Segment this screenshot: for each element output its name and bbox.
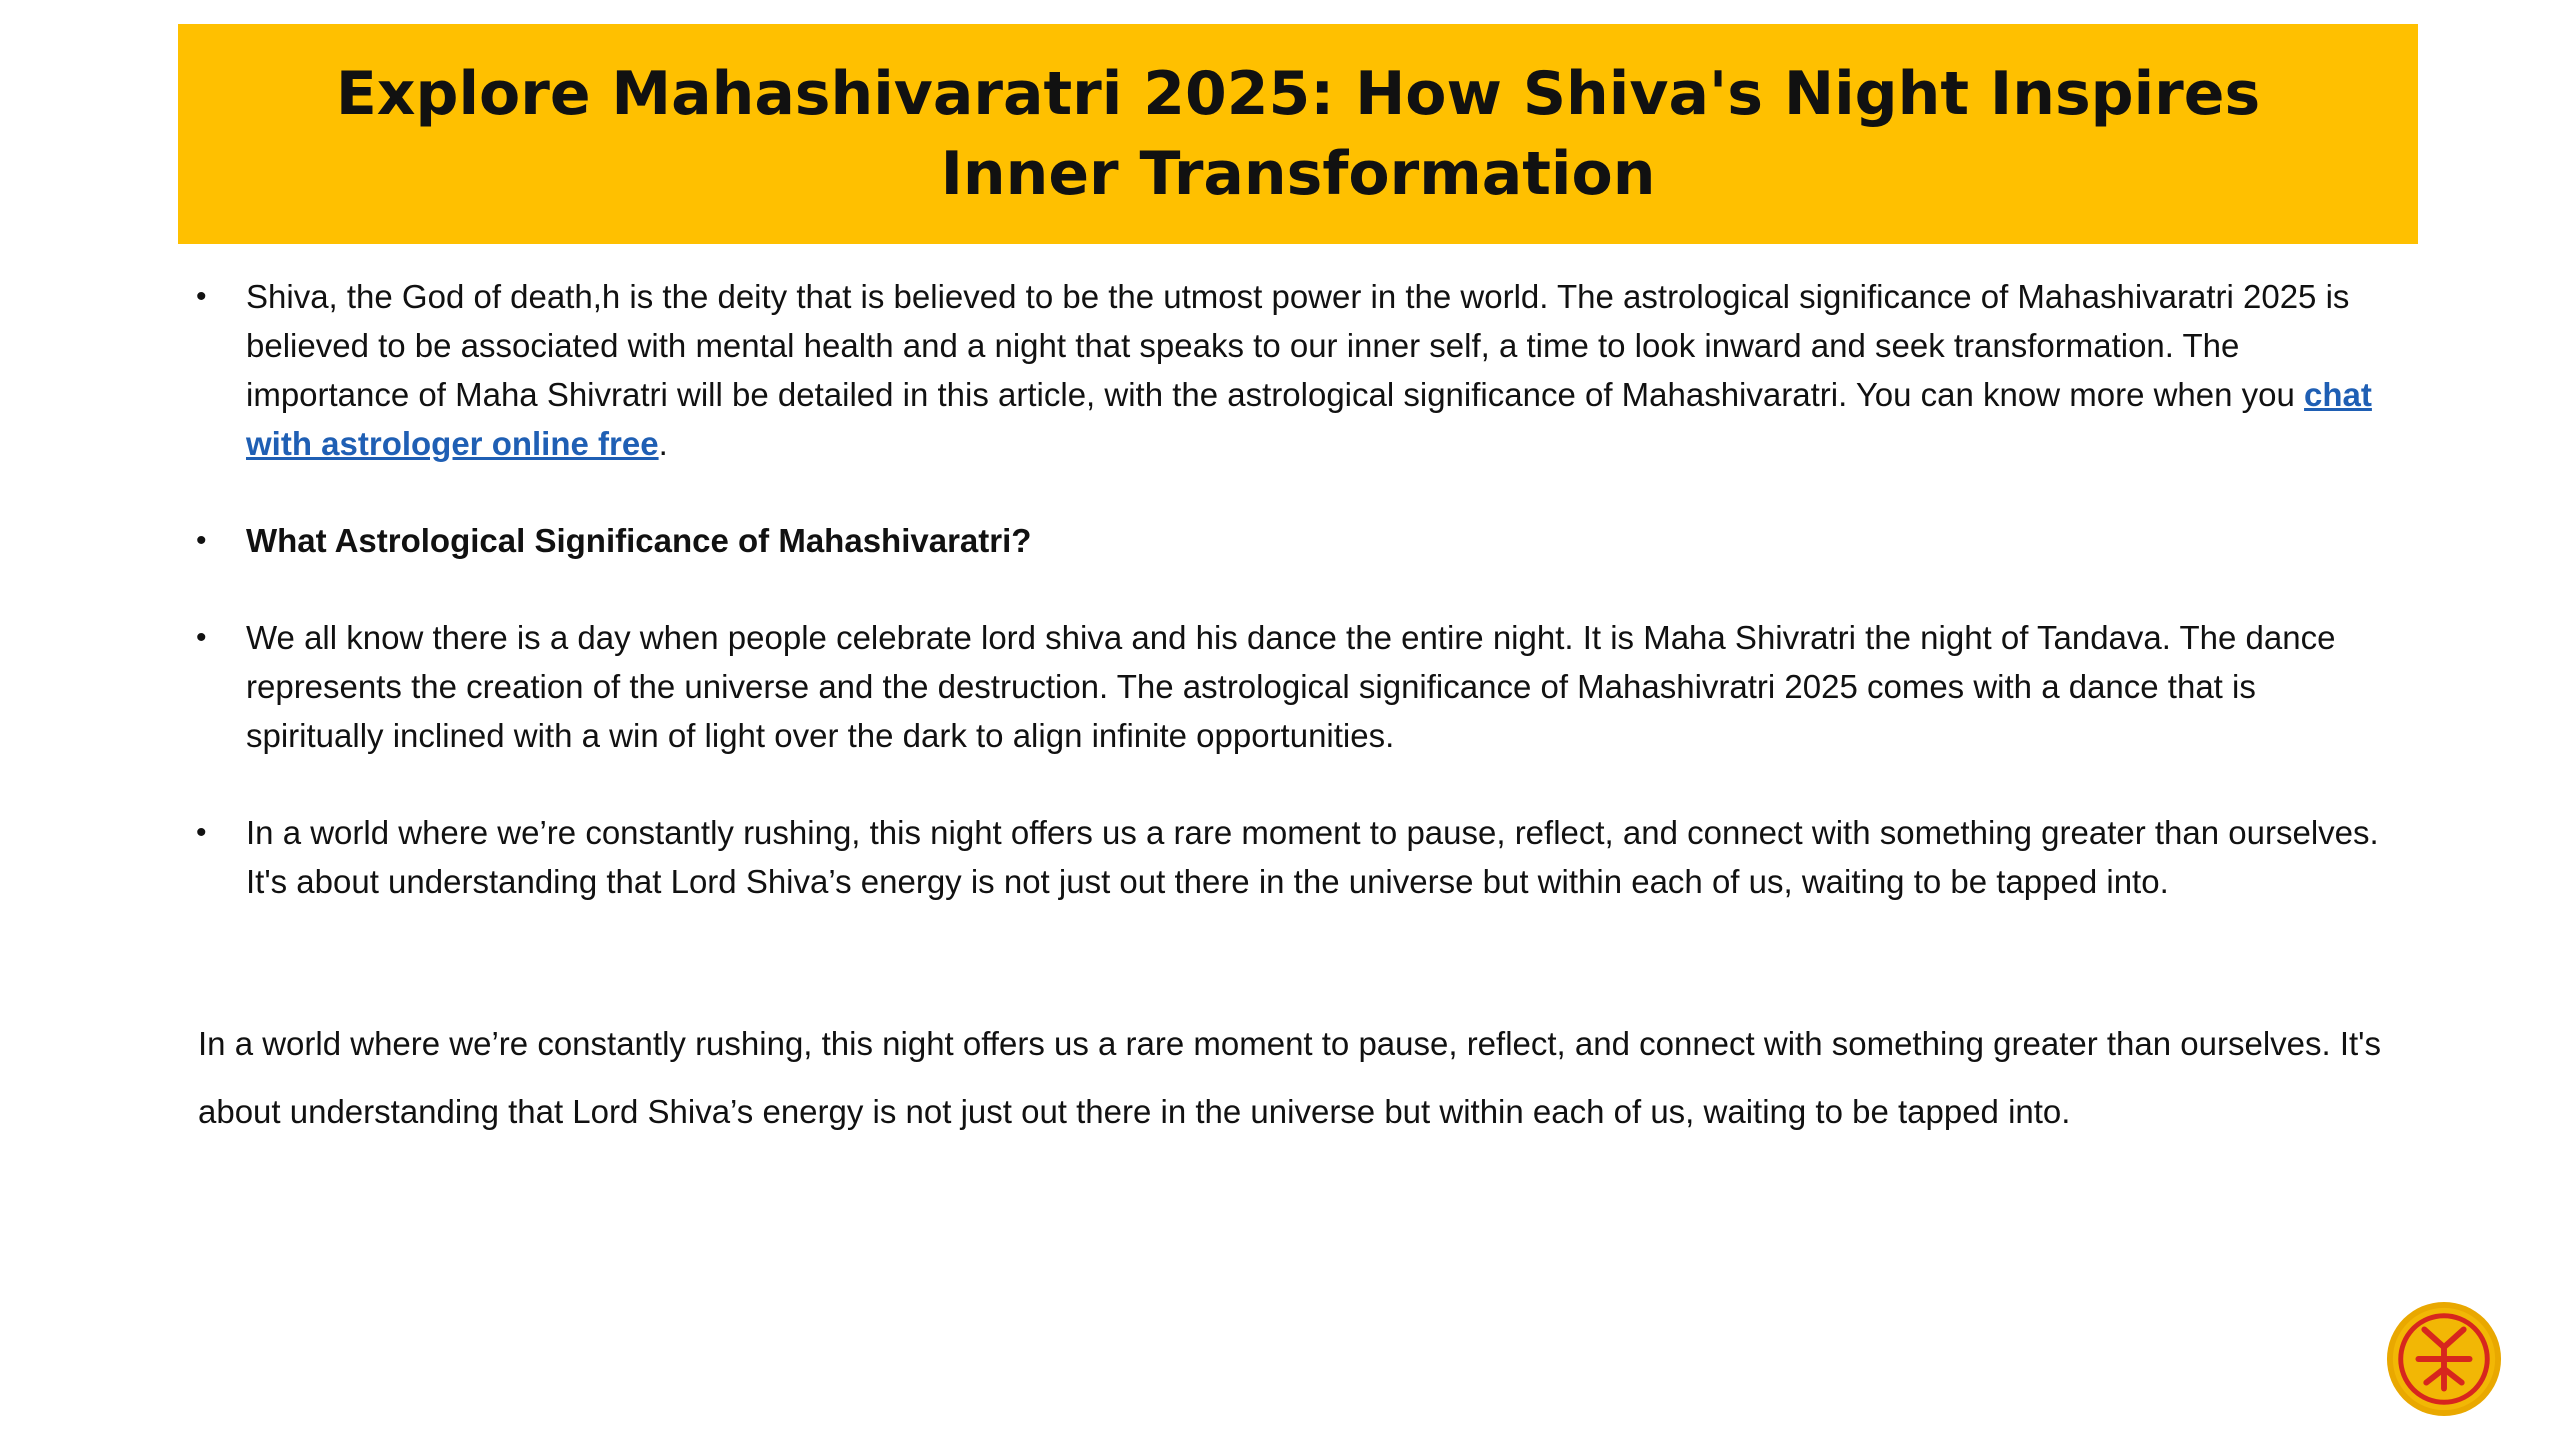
title-banner: [178, 24, 2418, 244]
closing-paragraph: In a world where we’re constantly rushing, this night offers us a rare moment to pause, reflect, and connect with something greater than ourselves. It's about understanding that Lord Shiva’s energy is not just out there in the universe but within each of us, waiting to be tapped into.: [198, 1025, 2381, 1130]
list-item-text: In a world where we’re constantly rushing, this night offers us a rare moment to pause, reflect, and connect with something greater than ourselves. It's about understanding that Lord Shiva’s energy is not just out there in the universe but within each of us, waiting to be tapped into.: [246, 814, 2379, 900]
bullet-icon: •: [196, 621, 207, 654]
list-item: [196, 808, 2392, 906]
bullet-icon: •: [196, 816, 207, 849]
brand-logo-icon: [2385, 1300, 2503, 1418]
section-heading: What Astrological Significance of Mahashivaratri?: [246, 522, 1032, 559]
list-item-text: We all know there is a day when people celebrate lord shiva and his dance the entire night. It is Maha Shivratri the night of Tandava. The dance represents the creation of the universe and the destruction. The astrological significance of Mahashivratri 2025 comes with a dance that is spiritually inclined with a win of light over the dark to align infinite opportunities.: [246, 619, 2336, 754]
intro-text-end: .: [658, 425, 668, 462]
list-item: [196, 272, 2392, 468]
page-title: Explore Mahashivaratri 2025: How Shiva's Night Inspires Inner Transformation: [335, 59, 2261, 209]
intro-text: Shiva, the God of death,h is the deity that is believed to be the utmost power in the world. The astrological significance of Mahashivaratri 2025 is believed to be associated with mental health and a night that speaks to our inner self, a time to look inward and seek transformation. The importance of Maha Shivratri will be detailed in this article, with the astrological significance of Mahashivaratri. You can know more when you: [246, 278, 2350, 413]
bullet-icon: •: [196, 280, 207, 313]
list-item: [196, 516, 2392, 565]
list-item: [196, 613, 2392, 760]
bullet-icon: •: [196, 524, 207, 557]
bullet-list: [196, 272, 2392, 954]
chat-with-astrologer-link[interactable]: chat with astrologer online free: [246, 376, 2372, 462]
list-item-text: [246, 278, 2372, 462]
